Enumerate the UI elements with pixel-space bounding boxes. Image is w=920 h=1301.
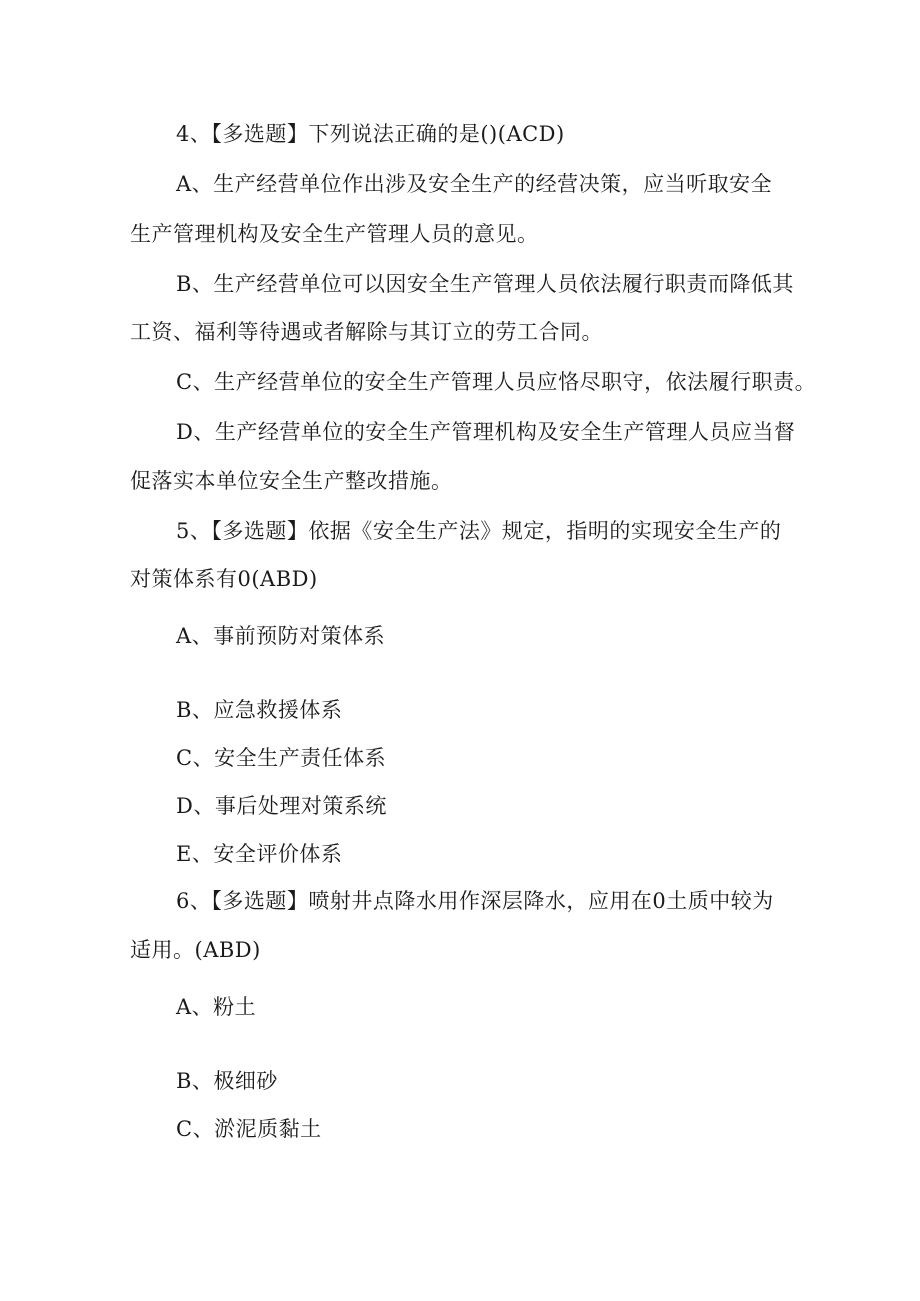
question-6-stem-line-2: 适用。(ABD) bbox=[130, 938, 261, 962]
question-6-stem-line-1: 6、【多选题】喷射井点降水用作深层降水，应用在0土质中较为 bbox=[176, 889, 774, 913]
question-5-option-c: C、安全生产责任体系 bbox=[176, 746, 387, 770]
question-5-stem-line-1: 5、【多选题】依据《安全生产法》规定，指明的实现安全生产的 bbox=[176, 519, 782, 543]
question-4-stem: 4、【多选题】下列说法正确的是()(ACD) bbox=[176, 122, 565, 146]
question-4-option-a-line-1: A、生产经营单位作出涉及安全生产的经营决策，应当听取安全 bbox=[176, 172, 773, 196]
question-6-option-a: A、粉土 bbox=[176, 995, 257, 1019]
question-4-option-b-line-2: 工资、福利等待遇或者解除与其订立的劳工合同。 bbox=[130, 320, 603, 344]
question-5-option-d: D、事后处理对策系统 bbox=[176, 794, 387, 818]
question-5-option-e: E、安全评价体系 bbox=[176, 842, 343, 866]
question-4-option-d-line-2: 促落实本单位安全生产整改措施。 bbox=[130, 469, 453, 493]
question-4-option-b-line-1: B、生产经营单位可以因安全生产管理人员依法履行职责而降低其 bbox=[176, 272, 794, 296]
question-5-option-b: B、应急救援体系 bbox=[176, 698, 343, 722]
question-6-option-b: B、极细砂 bbox=[176, 1069, 278, 1093]
question-4-option-c: C、生产经营单位的安全生产管理人员应恪尽职守，依法履行职责。 bbox=[176, 370, 817, 394]
question-4-option-d-line-1: D、生产经营单位的安全生产管理机构及安全生产管理人员应当督 bbox=[176, 420, 796, 444]
question-4-option-a-line-2: 生产管理机构及安全生产管理人员的意见。 bbox=[130, 222, 539, 246]
question-5-stem-line-2: 对策体系有0(ABD) bbox=[130, 567, 318, 591]
question-5-option-a: A、事前预防对策体系 bbox=[176, 624, 386, 648]
question-6-option-c: C、淤泥质黏土 bbox=[176, 1117, 322, 1141]
